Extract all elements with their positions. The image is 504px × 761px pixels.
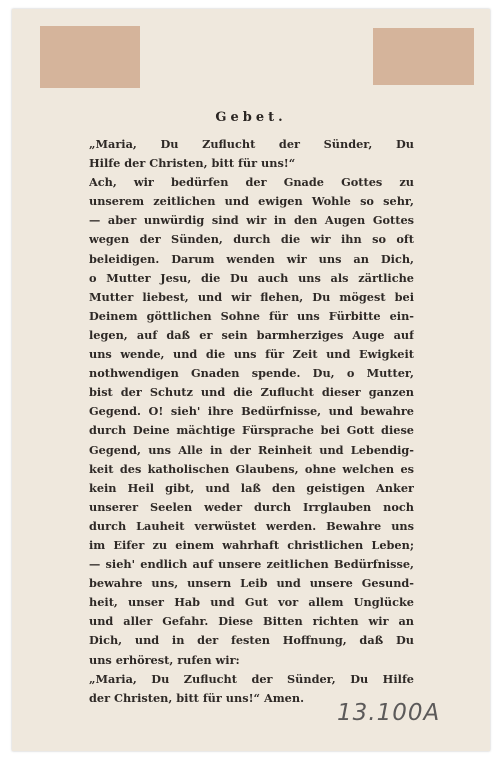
prayer-heading: Gebet.	[215, 110, 287, 125]
prayer-line: „Maria, Du Zuflucht der Sünder, Du	[89, 137, 414, 151]
prayer-line: bewahre uns, unsern Leib und unsere Gesund-	[89, 576, 414, 591]
prayer-line: uns wende, und die uns für Zeit und Ewigkeit	[89, 347, 414, 362]
prayer-line: keit des katholischen Glaubens, ohne welchen es	[89, 461, 414, 476]
prayer-line: Hilfe der Christen, bitt für uns!“	[89, 156, 296, 171]
prayer-line: — aber unwürdig sind wir in den Augen Gottes	[89, 213, 414, 228]
prayer-card	[12, 9, 490, 751]
prayer-line: Ach, wir bedürfen der Gnade Gottes zu	[89, 175, 414, 190]
prayer-line: kein Heil gibt, und laß den geistigen Anker	[89, 480, 414, 495]
prayer-line: Mutter liebest, und wir flehen, Du mögest bei	[89, 289, 414, 304]
prayer-line: unserer Seelen weder durch Irrglauben noch	[89, 499, 414, 514]
prayer-line: legen, auf daß er sein barmherziges Auge auf	[89, 327, 414, 342]
prayer-text	[89, 135, 414, 708]
prayer-line: durch Deine mächtige Fürsprache bei Gott diese	[89, 423, 414, 438]
tape-strip-right	[373, 28, 474, 85]
prayer-line: und aller Gefahr. Diese Bitten richten wir an	[89, 614, 414, 629]
prayer-line: — sieh' endlich auf unsere zeitlichen Bedürfnisse,	[89, 557, 414, 572]
prayer-line: der Christen, bitt für uns!“ Amen.	[89, 690, 305, 705]
prayer-line: Gegend. O! sieh' ihre Bedürfnisse, und bewahre	[89, 404, 414, 419]
prayer-line: durch Lauheit verwüstet werden. Bewahre uns	[89, 518, 414, 533]
prayer-line: „Maria, Du Zuflucht der Sünder, Du Hilfe	[89, 671, 414, 686]
prayer-line: heit, unser Hab und Gut vor allem Unglücke	[89, 595, 414, 610]
catalog-number: 13.100A	[337, 700, 441, 726]
prayer-line: o Mutter Jesu, die Du auch uns als zärtliche	[89, 270, 414, 285]
prayer-line: unserem zeitlichen und ewigen Wohle so sehr,	[89, 194, 414, 209]
tape-strip-left	[40, 26, 140, 88]
prayer-line: uns erhörest, rufen wir:	[89, 652, 240, 667]
prayer-line: beleidigen. Darum wenden wir uns an Dich,	[89, 251, 414, 266]
prayer-line: Gegend, uns Alle in der Reinheit und Lebendig-	[89, 442, 414, 457]
prayer-line: Dich, und in der festen Hoffnung, daß Du	[89, 633, 414, 648]
prayer-line: im Eifer zu einem wahrhaft christlichen Leben;	[89, 537, 414, 552]
prayer-line: nothwendigen Gnaden spende. Du, o Mutter,	[89, 366, 414, 381]
prayer-line: wegen der Sünden, durch die wir ihn so oft	[89, 232, 414, 247]
prayer-line: bist der Schutz und die Zuflucht dieser ganzen	[89, 385, 414, 400]
prayer-line: Deinem göttlichen Sohne für uns Fürbitte ein-	[89, 308, 414, 323]
